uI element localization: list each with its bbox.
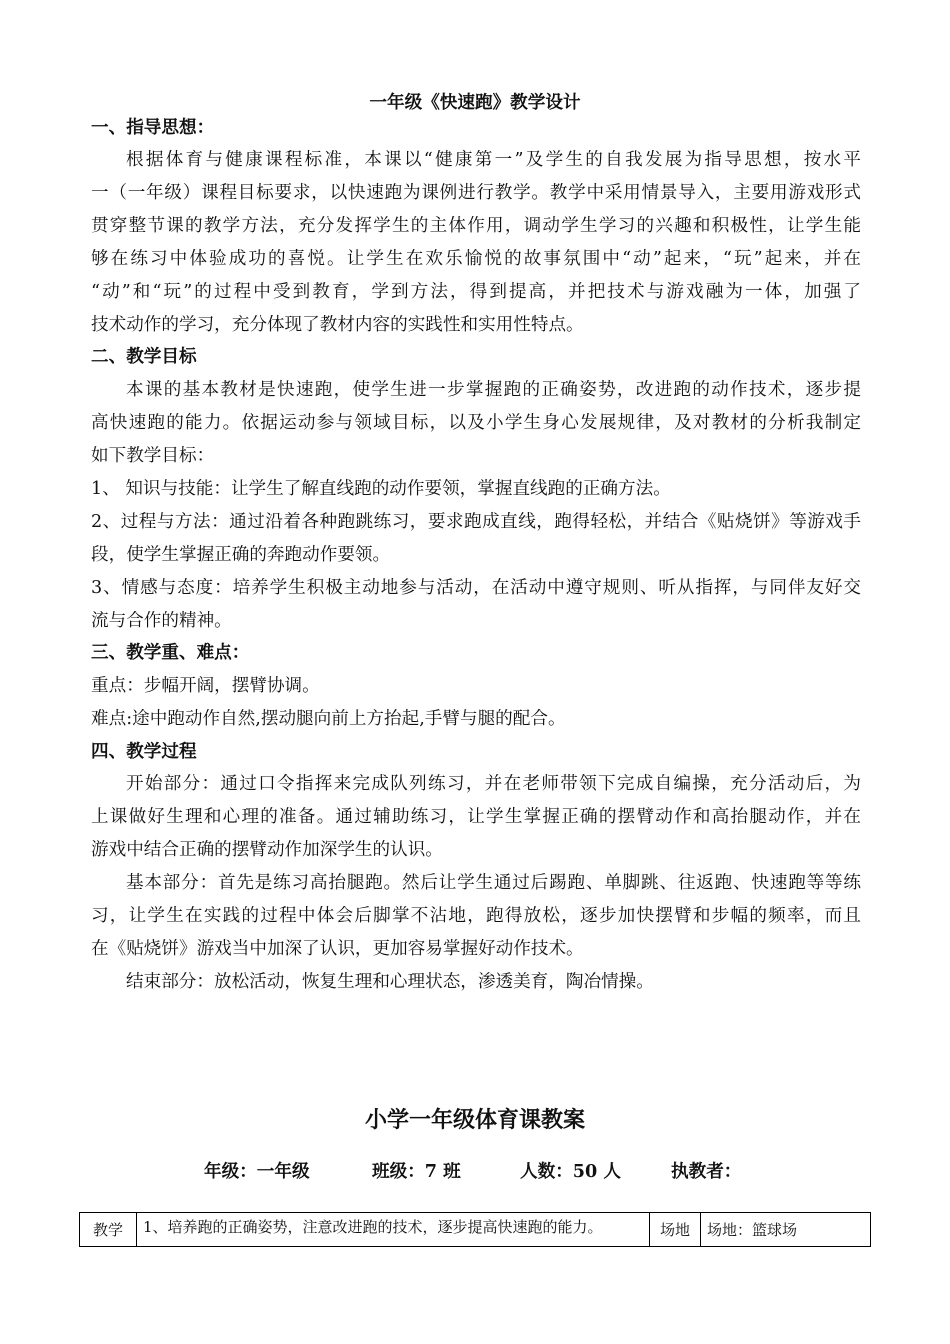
paragraph-line: 根据体育与健康课程标准，本课以“健康第一”及学生的自我发展为指导思想，按水平 (126, 150, 861, 170)
table-cell-venue: 场地：篮球场 (701, 1213, 871, 1247)
paragraph-line: 结束部分：放松活动，恢复生理和心理状态，渗透美育，陶冶情操。 (126, 972, 654, 992)
paragraph-line: 高快速跑的能力。依据运动参与领域目标，以及小学生身心发展规律，及对教材的分析我制定 (91, 413, 861, 433)
paragraph-line: 基本部分：首先是练习高抬腿跑。然后让学生通过后踢跑、单脚跳、往返跑、快速跑等等练 (126, 873, 861, 893)
section-heading-guiding-thought: 一、指导思想： (91, 117, 215, 138)
grade-label: 年级：一年级 (204, 1161, 310, 1182)
goal-item: 2、过程与方法：通过沿着各种跑跳练习，要求跑成直线，跑得轻松，并结合《贴烧饼》等游戏手 (91, 512, 861, 532)
lesson-plan-title: 小学一年级体育课教案 (364, 1107, 585, 1133)
paragraph-line: 开始部分：通过口令指挥来完成队列练习，并在老师带领下完成自编操，充分活动后，为 (126, 774, 861, 794)
paragraph-line: 在《贴烧饼》游戏当中加深了认识，更加容易掌握好动作技术。 (91, 939, 584, 959)
difficulty-line: 难点:途中跑动作自然,摆动腿向前上方抬起,手臂与腿的配合。 (91, 709, 566, 729)
paragraph-line: 一（一年级）课程目标要求，以快速跑为课例进行教学。教学中采用情景导入，主要用游戏形式 (91, 183, 861, 203)
lesson-plan-table (79, 1212, 871, 1247)
paragraph-line: “动”和“玩”的过程中受到教育，学到方法，得到提高，并把技术与游戏融为一体，加强了 (91, 282, 861, 302)
table-cell-teaching-goal: 1、培养跑的正确姿势，注意改进跑的技术，逐步提高快速跑的能力。 (137, 1213, 650, 1247)
paragraph-line: 如下教学目标： (91, 446, 215, 466)
paragraph-line: 技术动作的学习，充分体现了教材内容的实践性和实用性特点。 (91, 315, 584, 335)
key-point-line: 重点：步幅开阔，摆臂协调。 (91, 676, 320, 696)
class-label: 班级：7 班 (372, 1161, 461, 1182)
section-heading-key-points: 三、教学重、难点： (91, 642, 250, 663)
document-title: 一年级《快速跑》教学设计 (369, 92, 581, 113)
paragraph-line: 习，让学生在实践的过程中体会后脚掌不沾地，跑得放松，逐步加快摆臂和步幅的频率，而且 (91, 906, 861, 926)
paragraph-line: 够在练习中体验成功的喜悦。让学生在欢乐愉悦的故事氛围中“动”起来，“玩”起来，并在 (91, 249, 861, 269)
paragraph-line: 流与合作的精神。 (91, 611, 232, 631)
paragraph-line: 游戏中结合正确的摆臂动作加深学生的认识。 (91, 840, 443, 860)
table-cell-teaching-label: 教学 (80, 1213, 137, 1247)
teacher-label: 执教者： (671, 1161, 742, 1182)
paragraph-line: 贯穿整节课的教学方法，充分发挥学生的主体作用，调动学生学习的兴趣和积极性，让学生能 (91, 216, 861, 236)
section-heading-teaching-process: 四、教学过程 (91, 741, 197, 762)
paragraph-line: 本课的基本教材是快速跑，使学生进一步掌握跑的正确姿势，改进跑的动作技术，逐步提 (126, 380, 861, 400)
paragraph-line: 上课做好生理和心理的准备。通过辅助练习，让学生掌握正确的摆臂动作和高抬腿动作，并在 (91, 807, 861, 827)
goal-item: 1、 知识与技能：让学生了解直线跑的动作要领，掌握直线跑的正确方法。 (91, 479, 671, 499)
paragraph-line: 段，使学生掌握正确的奔跑动作要领。 (91, 545, 391, 565)
goal-item: 3、情感与态度：培养学生积极主动地参与活动，在活动中遵守规则、听从指挥，与同伴友好交 (91, 578, 861, 598)
table-cell-venue-label: 场地 (650, 1213, 701, 1247)
student-count-label: 人数：50 人 (520, 1161, 621, 1182)
table-row (80, 1213, 871, 1247)
section-heading-teaching-goals: 二、教学目标 (91, 346, 197, 367)
